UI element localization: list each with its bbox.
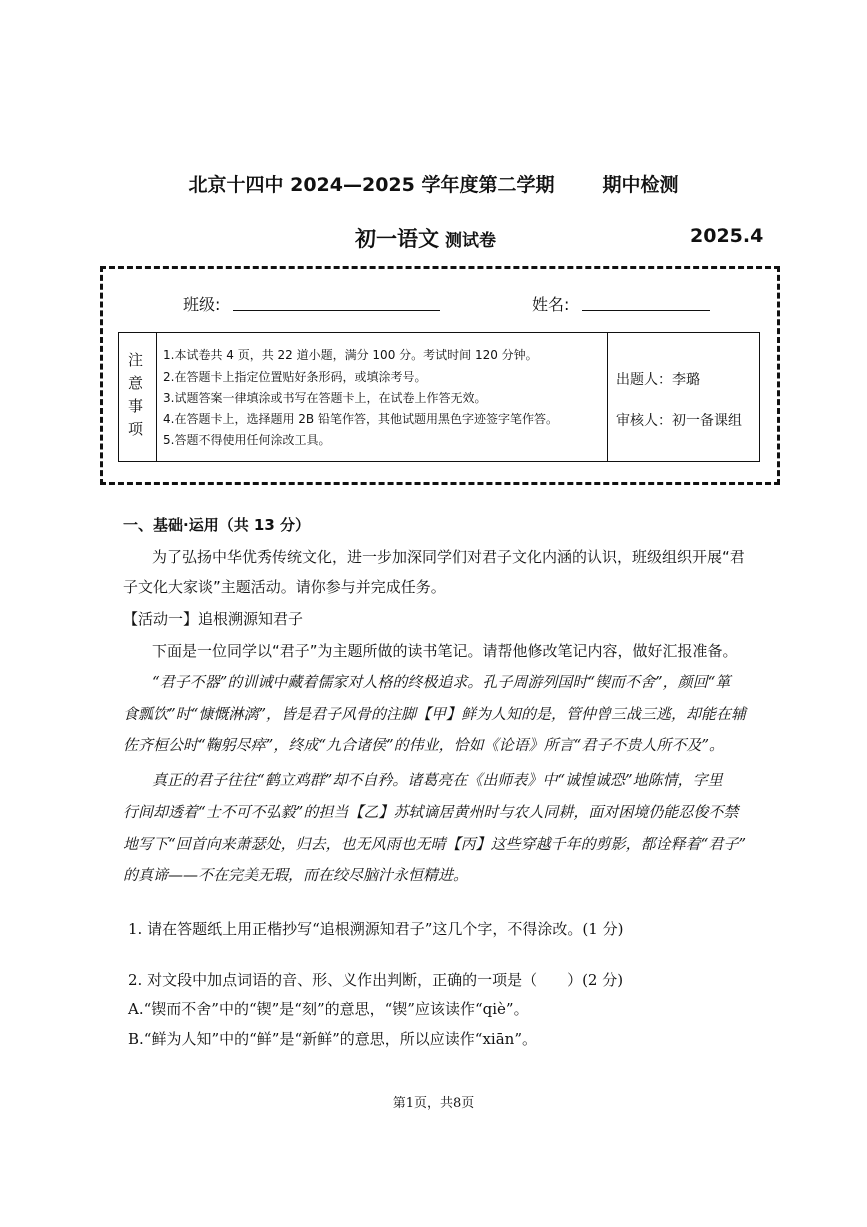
notice-heading-char: 项: [128, 420, 144, 438]
name-label: 姓名:: [532, 295, 570, 314]
notice-heading-char: 注: [128, 351, 144, 369]
reading-note-line: 佐齐桓公时“鞠躬尽瘁”，终成“九合诸侯”的伟业，恰如《论语》所言“君子不贵人所不及”。: [123, 736, 725, 754]
reading-note-line: 食瓢饮”时“慷慨淋漓”，皆是君子风骨的注脚【甲】鲜为人知的是，管仲曾三战三逃，却能在辅: [123, 705, 747, 723]
question-1: 1. 请在答题纸上用正楷抄写“追根溯源知君子”这几个字，不得涂改。(1 分): [128, 920, 624, 938]
notice-item: 1.本试卷共 4 页，共 22 道小题，满分 100 分。考试时间 120 分钟。: [163, 348, 538, 362]
name-field[interactable]: [582, 310, 710, 311]
notice-table: [118, 332, 760, 462]
question-2-option-b: B.“鲜为人知”中的“鲜”是“新鲜”的意思，所以应读作“xiān”。: [128, 1030, 538, 1048]
notice-item: 4.在答题卡上，选择题用 2B 铅笔作答，其他试题用黑色字迹签字笔作答。: [163, 412, 558, 426]
class-field[interactable]: [233, 310, 440, 311]
author-info: 出题人：李璐: [616, 372, 700, 388]
intro-text: 子文化大家谈”主题活动。请你参与并完成任务。: [123, 578, 446, 596]
notice-heading-char: 事: [128, 397, 144, 415]
paper-type: 测试卷: [445, 231, 496, 251]
page-number: 第1页，共8页: [392, 1096, 475, 1111]
notice-heading-cell: [119, 333, 157, 461]
subject-name: 初一语文: [355, 227, 439, 251]
notice-item: 5.答题不得使用任何涂改工具。: [163, 433, 331, 447]
page-title: [0, 170, 867, 197]
reading-note-line: 地写下“回首向来萧瑟处，归去，也无风雨也无晴【丙】这些穿越千年的剪影，都诠释着“君子”: [123, 835, 747, 853]
reading-note-line: 行间却透着“士不可不弘毅”的担当【乙】苏轼谪居黄州时与农人同耕，面对困境仍能忍俊不禁: [123, 803, 739, 821]
title-school-term: 北京十四中 2024—2025 学年度第二学期: [188, 174, 555, 196]
question-2-option-a: A.“锲而不舍”中的“锲”是“刻”的意思，“锲”应该读作“qiè”。: [128, 1000, 529, 1018]
notice-item: 3.试题答案一律填涂或书写在答题卡上，在试卷上作答无效。: [163, 391, 487, 405]
section-title: 一、基础·运用（共 13 分）: [123, 516, 311, 534]
question-2: 2. 对文段中加点词语的音、形、义作出判断，正确的一项是（ ）(2 分): [128, 971, 624, 989]
activity-description: 下面是一位同学以“君子”为主题所做的读书笔记。请帮他修改笔记内容，做好汇报准备。: [152, 642, 738, 660]
exam-date: 2025.4: [690, 225, 764, 247]
notice-item: 2.在答题卡上指定位置贴好条形码，或填涂考号。: [163, 370, 427, 384]
reading-note-line: 真正的君子往往“鹤立鸡群”却不自矜。诸葛亮在《出师表》中“诚惶诚恐”地陈情，字里: [152, 771, 723, 789]
intro-text: 为了弘扬中华优秀传统文化，进一步加深同学们对君子文化内涵的认识，班级组织开展“君: [152, 548, 745, 566]
notice-heading-char: 意: [128, 374, 144, 392]
activity-title: 【活动一】追根溯源知君子: [123, 610, 304, 628]
title-exam-name: 期中检测: [602, 174, 679, 196]
class-label: 班级:: [183, 295, 221, 314]
reviewer-info: 审核人：初一备课组: [616, 413, 742, 429]
subject-title: [355, 223, 496, 253]
reading-note-line: 的真谛——不在完美无瑕，而在绞尽脑汁永恒精进。: [123, 866, 469, 884]
notice-divider: [607, 333, 609, 461]
reading-note-line: “君子不器”的训诫中藏着儒家对人格的终极追求。孔子周游列国时“锲而不舍”，颜回“箪: [152, 673, 731, 691]
